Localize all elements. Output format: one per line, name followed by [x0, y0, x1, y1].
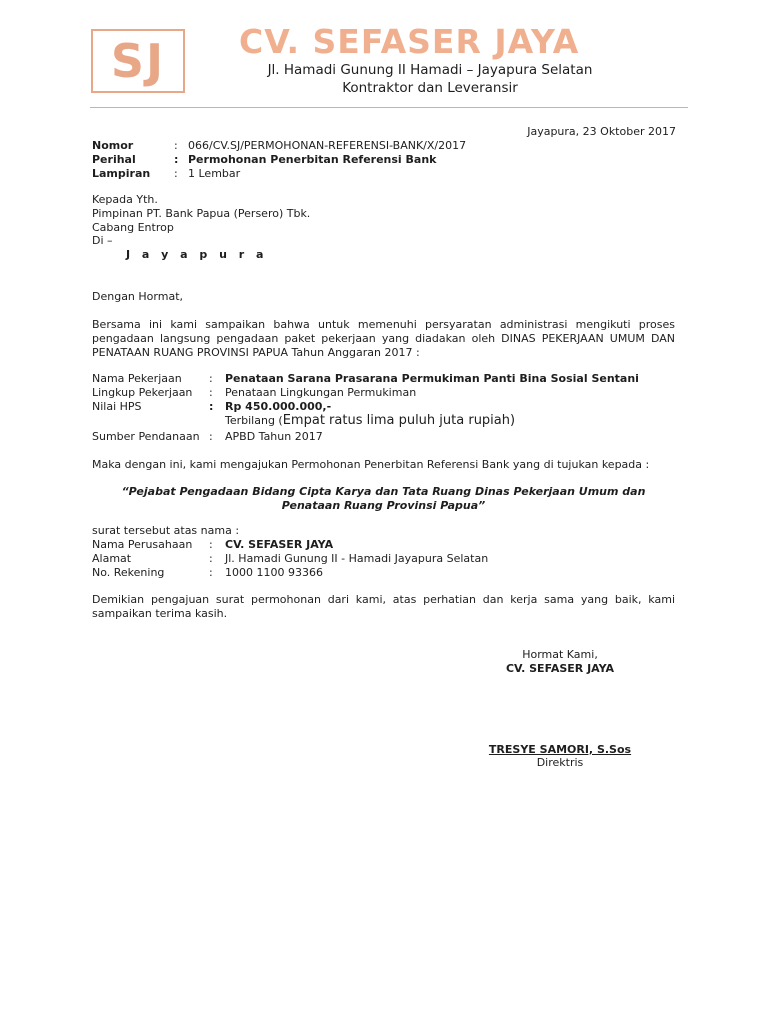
meta-label: Lampiran	[92, 166, 151, 180]
regards: Hormat Kami,	[522, 648, 598, 661]
detail-label: Nilai HPS	[92, 399, 142, 413]
detail-row	[92, 538, 488, 552]
meta-label: Nomor	[92, 139, 134, 152]
recipient-city: J a y a p u r a	[126, 248, 268, 261]
detail-row	[92, 386, 639, 400]
detail-label: Sumber Pendanaan	[92, 429, 200, 443]
intro-paragraph: Bersama ini kami sampaikan bahwa untuk memenuhi persyaratan administrasi mengikuti proses pengadaan langsung pengadaan paket pekerjaan yang diadakan oleh DINAS PEKERJAAN UMUM DAN PENATAAN RUANG PROVINSI PAPUA Tahun Anggaran 2017 :	[92, 318, 675, 359]
meta-value: Permohonan Penerbitan Referensi Bank	[188, 152, 437, 166]
detail-value: 1000 1100 93366	[225, 565, 323, 579]
company-name: CV. SEFASER JAYA	[239, 22, 580, 61]
request-paragraph: Maka dengan ini, kami mengajukan Permohonan Penerbitan Referensi Bank yang di tujukan kepada :	[92, 458, 650, 471]
letter-date: Jayapura, 23 Oktober 2017	[527, 125, 676, 138]
detail-row	[92, 372, 639, 386]
detail-label: Nama Pekerjaan	[92, 372, 182, 385]
meta-value: 1 Lembar	[188, 166, 241, 180]
detail-row	[92, 552, 488, 566]
letterhead-divider	[90, 107, 688, 108]
detail-row	[92, 400, 639, 414]
recipient-line: Di –	[92, 234, 113, 248]
company-logo	[91, 29, 185, 93]
letter-meta	[92, 139, 466, 180]
signature-company: CV. SEFASER JAYA	[505, 661, 615, 675]
meta-colon: :	[174, 139, 178, 152]
detail-row	[92, 430, 639, 444]
greeting: Dengan Hormat,	[92, 290, 183, 303]
letterhead-address	[230, 62, 630, 97]
meta-colon: :	[174, 152, 179, 166]
detail-colon: :	[209, 565, 213, 579]
logo-text: SJ	[110, 34, 166, 88]
detail-value: APBD Tahun 2017	[225, 429, 323, 443]
address-line: Jl. Hamadi Gunung II Hamadi – Jayapura Selatan	[267, 62, 593, 78]
meta-row-nomor	[92, 139, 466, 153]
meta-value: 066/CV.SJ/PERMOHONAN-REFERENSI-BANK/X/2017	[188, 139, 467, 152]
detail-value: Penataan Sarana Prasarana Permukiman Panti Bina Sosial Sentani	[225, 372, 639, 385]
terbilang-value: Empat ratus lima puluh juta rupiah)	[282, 413, 516, 429]
terbilang-prefix: Terbilang (	[225, 414, 283, 428]
signatory-name: TRESYE SAMORI, S.Sos	[488, 742, 632, 756]
recipient-line: Kepada Yth.	[92, 193, 158, 206]
detail-label: Nama Perusahaan	[92, 538, 193, 551]
company-details	[92, 538, 488, 579]
meta-row-lampiran	[92, 167, 466, 181]
detail-value: CV. SEFASER JAYA	[225, 538, 334, 551]
detail-colon: :	[209, 372, 213, 385]
detail-colon: :	[209, 385, 213, 399]
detail-value: Jl. Hamadi Gunung II - Hamadi Jayapura Selatan	[225, 551, 489, 565]
detail-colon: :	[209, 429, 213, 443]
closing-paragraph: Demikian pengajuan surat permohonan dari kami, atas perhatian dan kerja sama yang baik, kami sampaikan terima kasih.	[92, 593, 675, 620]
detail-value: Rp 450.000.000,-	[225, 399, 332, 413]
on-behalf-line: surat tersebut atas nama :	[92, 524, 240, 537]
recipient-line: Pimpinan PT. Bank Papua (Persero) Tbk.	[92, 206, 311, 220]
detail-label: No. Rekening	[92, 565, 165, 579]
detail-row	[92, 566, 488, 580]
signature-block	[480, 648, 640, 770]
signatory-title: Direktris	[536, 756, 584, 770]
tagline: Kontraktor dan Leveransir	[342, 79, 518, 96]
project-details	[92, 372, 639, 443]
recipient-block	[92, 193, 310, 262]
detail-value	[225, 413, 639, 429]
detail-row	[92, 413, 639, 429]
detail-colon: :	[209, 538, 213, 551]
detail-label: Alamat	[92, 551, 132, 565]
detail-label: Lingkup Pekerjaan	[92, 385, 193, 399]
detail-colon: :	[209, 399, 214, 413]
meta-colon: :	[174, 166, 178, 180]
addressee-quote: “Pejabat Pengadaan Bidang Cipta Karya dan Tata Ruang Dinas Pekerjaan Umum dan Penataan Ruang Provinsi Papua”	[121, 485, 646, 512]
recipient-line: Cabang Entrop	[92, 220, 174, 234]
meta-label: Perihal	[92, 152, 136, 166]
meta-row-perihal	[92, 153, 466, 167]
detail-value: Penataan Lingkungan Permukiman	[225, 385, 417, 399]
detail-colon: :	[209, 551, 213, 565]
